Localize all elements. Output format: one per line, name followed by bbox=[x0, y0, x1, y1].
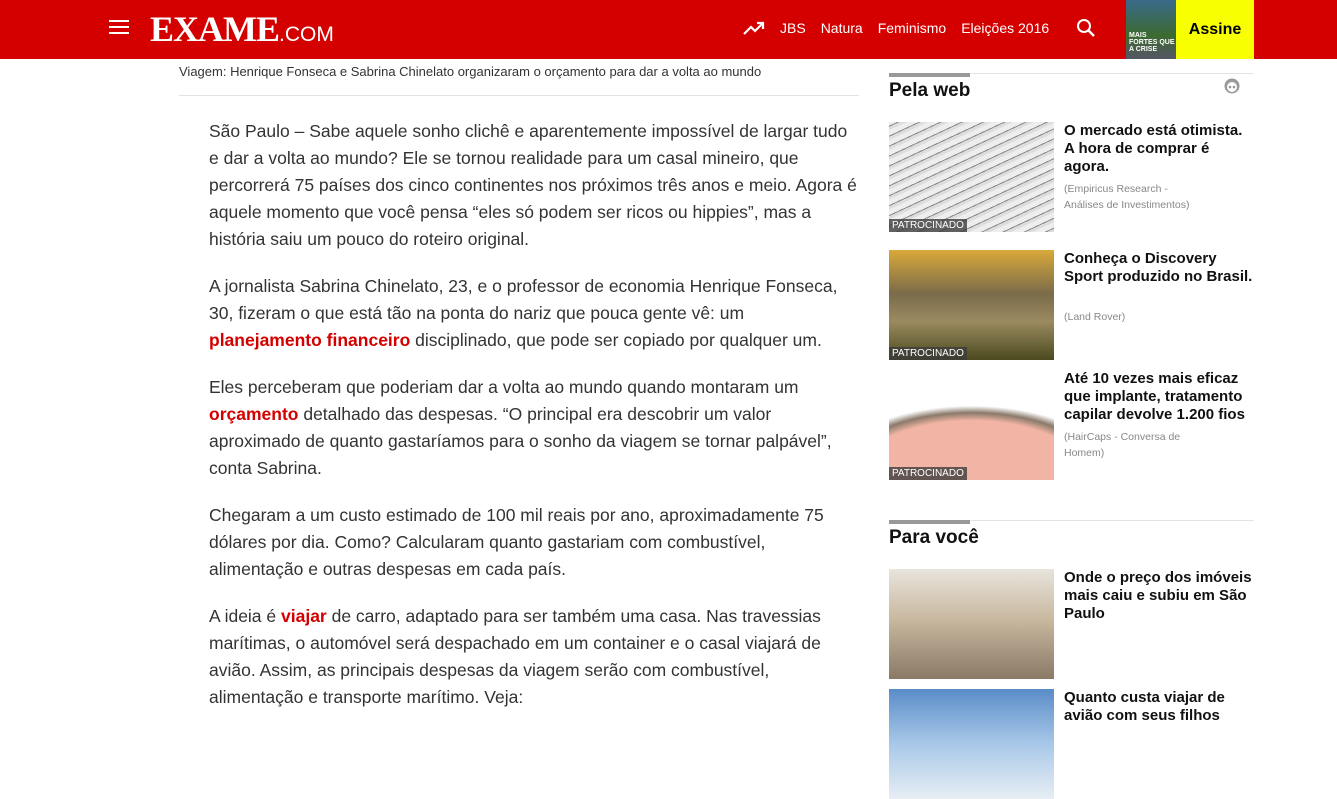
section-title: Para você bbox=[889, 527, 979, 548]
recommended-card[interactable] bbox=[889, 569, 1254, 679]
pela-web-section bbox=[889, 73, 1254, 102]
card-title[interactable]: Quanto custa viajar de avião com seus filhos bbox=[1064, 689, 1225, 724]
logo[interactable] bbox=[150, 8, 334, 50]
sponsor-info-icon[interactable] bbox=[1224, 78, 1240, 94]
card-source: (HairCaps - Conversa de Homem) bbox=[1064, 431, 1181, 459]
card-image bbox=[889, 122, 1054, 232]
card-image bbox=[889, 689, 1054, 799]
text: A jornalista Sabrina Chinelato, 23, e o professor de economia Henrique Fonseca, 30, fizeram o que está tão na ponta do nariz que pouca gente vê: um bbox=[209, 276, 838, 323]
card-source: (Empiricus Research - Análises de Investimentos) bbox=[1064, 183, 1190, 211]
card-title[interactable]: O mercado está otimista. A hora de comprar é agora. bbox=[1064, 122, 1243, 175]
para-voce-section bbox=[889, 520, 1254, 549]
paragraph: Chegaram a um custo estimado de 100 mil reais por ano, aproximadamente 75 dólares por dia. Como? Calcularam quanto gastariam com combustível, alimentação e outras despesas em cada país. bbox=[209, 505, 824, 579]
section-bar bbox=[889, 73, 970, 77]
nav-feminismo[interactable]: Feminismo bbox=[877, 20, 947, 36]
sponsored-tag: PATROCINADO bbox=[889, 219, 967, 232]
paragraph bbox=[209, 273, 859, 354]
card-image bbox=[889, 250, 1054, 360]
link-planejamento[interactable]: planejamento financeiro bbox=[209, 330, 411, 350]
recommended-card[interactable] bbox=[889, 689, 1254, 799]
section-title: Pela web bbox=[889, 80, 971, 101]
section-bar bbox=[889, 520, 970, 524]
link-orcamento[interactable]: orçamento bbox=[209, 404, 299, 424]
sponsored-card[interactable] bbox=[889, 122, 1254, 232]
sponsored-tag: PATROCINADO bbox=[889, 467, 967, 480]
header bbox=[0, 0, 1337, 59]
image-caption: Viagem: Henrique Fonseca e Sabrina Chinelato organizaram o orçamento para dar a volta ao mundo bbox=[179, 64, 859, 96]
paragraph: São Paulo – Sabe aquele sonho clichê e aparentemente impossível de largar tudo e dar a volta ao mundo? Ele se tornou realidade para um casal mineiro, que percorrerá 75 países dos cinco continentes nos próximos três anos e meio. Agora é aquele momento que você pensa “eles só podem ser ricos ou hippies”, mas a história saiu um pouco do roteiro original. bbox=[209, 121, 857, 249]
paragraph bbox=[209, 603, 859, 711]
nav-eleicoes[interactable]: Eleições 2016 bbox=[961, 20, 1050, 36]
text: A ideia é bbox=[209, 606, 281, 626]
paragraph bbox=[209, 374, 859, 482]
sponsored-card[interactable] bbox=[889, 250, 1254, 360]
menu-icon[interactable] bbox=[109, 20, 129, 36]
magazine-cover-text: MAIS FORTES QUE A CRISE bbox=[1129, 32, 1175, 53]
text: disciplinado, que pode ser copiado por qualquer um. bbox=[410, 330, 822, 350]
search-icon[interactable] bbox=[1076, 18, 1096, 38]
text: Eles perceberam que poderiam dar a volta ao mundo quando montaram um bbox=[209, 377, 799, 397]
top-nav bbox=[743, 20, 1049, 36]
card-image bbox=[889, 569, 1054, 679]
logo-suffix: .COM bbox=[279, 23, 334, 46]
trending-icon bbox=[743, 21, 765, 35]
link-viajar[interactable]: viajar bbox=[281, 606, 327, 626]
nav-natura[interactable]: Natura bbox=[820, 20, 863, 36]
logo-text: EXAME bbox=[150, 9, 279, 49]
text: de carro, adaptado para ser também uma casa. Nas travessias marítimas, o automóvel será despachado em um container e o casal viajará de avião. Assim, as principais despesas da viagem serão com combustível, alimentação e transporte marítimo. Veja: bbox=[209, 606, 821, 707]
text: detalhado das despesas. “O principal era descobrir um valor aproximado de quanto gastaríamos para o sonho da viagem se tornar palpável”, conta Sabrina. bbox=[209, 404, 832, 478]
subscribe-button[interactable]: Assine bbox=[1176, 0, 1254, 59]
article-body bbox=[209, 118, 859, 731]
card-title[interactable]: Onde o preço dos imóveis mais caiu e subiu em São Paulo bbox=[1064, 569, 1252, 622]
sponsored-tag: PATROCINADO bbox=[889, 347, 967, 360]
card-source: (Land Rover) bbox=[1064, 311, 1126, 323]
card-title[interactable]: Até 10 vezes mais eficaz que implante, tratamento capilar devolve 1.200 fios bbox=[1064, 370, 1245, 423]
magazine-cover[interactable] bbox=[1126, 0, 1176, 59]
card-image bbox=[889, 370, 1054, 480]
card-title[interactable]: Conheça o Discovery Sport produzido no Brasil. bbox=[1064, 250, 1253, 285]
nav-jbs[interactable]: JBS bbox=[780, 20, 806, 36]
sponsored-card[interactable] bbox=[889, 370, 1254, 480]
